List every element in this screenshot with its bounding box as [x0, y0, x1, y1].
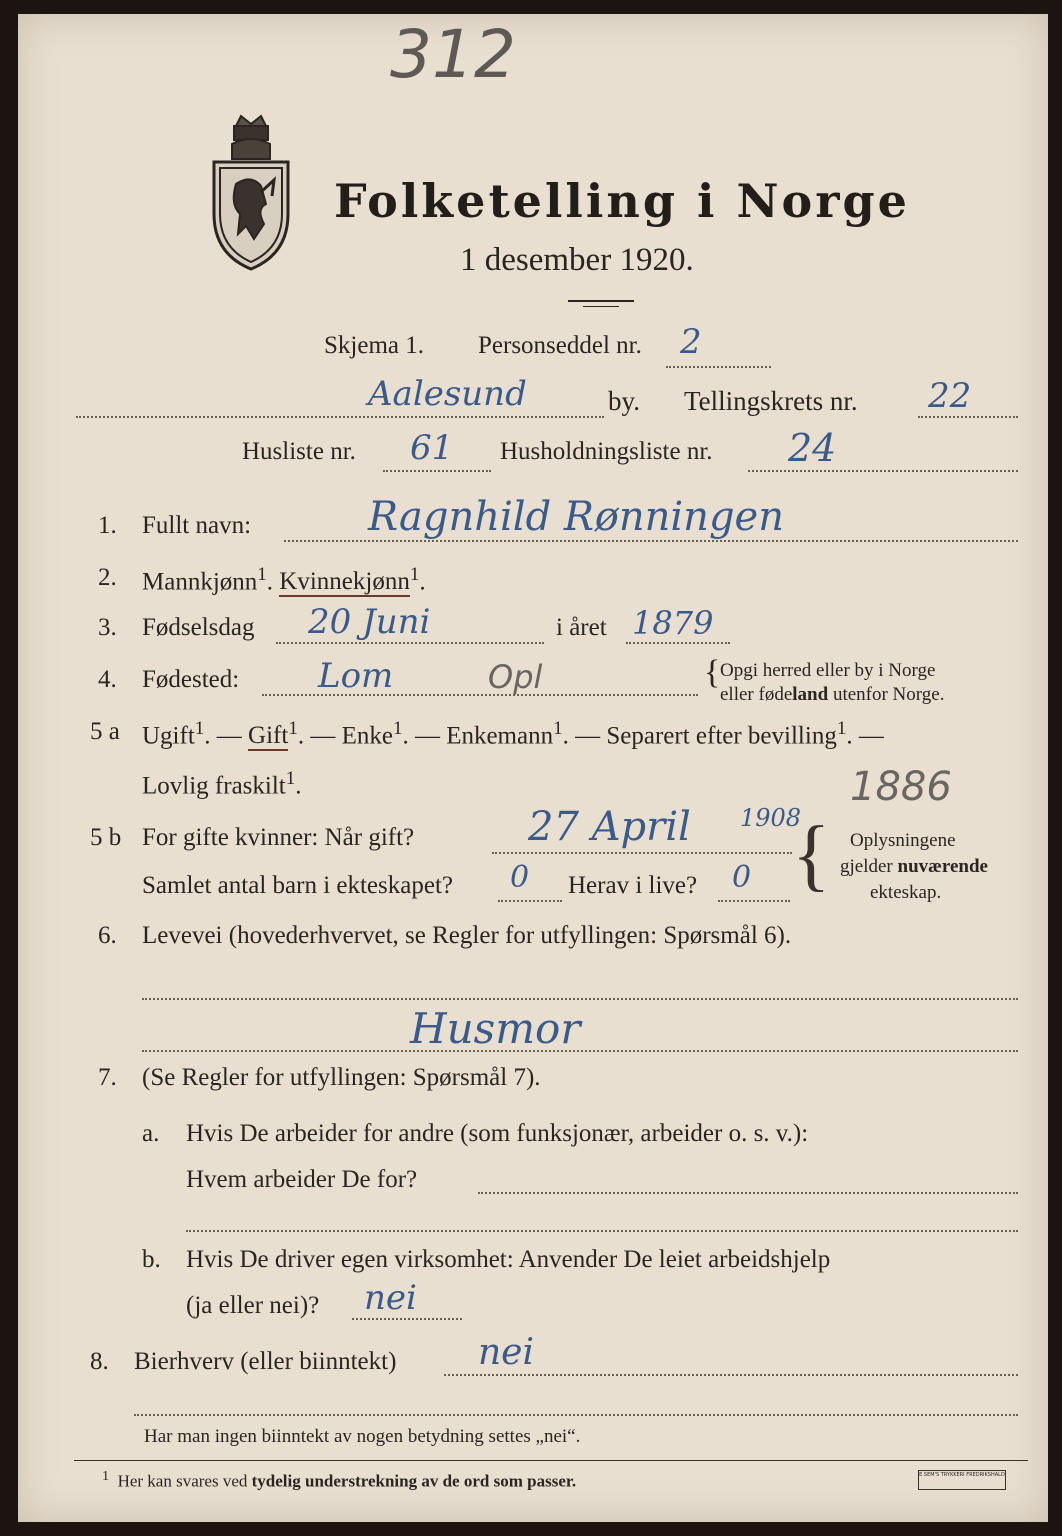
city-value: Aalesund — [368, 374, 527, 414]
q5b-live-value: 0 — [732, 860, 752, 895]
q5b-value: 27 April — [528, 804, 691, 850]
krets-line — [918, 416, 1018, 418]
by-label: by. — [608, 386, 640, 416]
q5b-line — [492, 852, 792, 854]
husholdning-line — [748, 470, 1018, 472]
title-divider — [568, 300, 634, 302]
krets-label: Tellingskrets nr. — [684, 386, 858, 416]
q3-year-label: i året — [556, 614, 607, 641]
q5b-number: 5 b — [90, 824, 122, 851]
q8-number: 8. — [90, 1348, 109, 1375]
q5a-number: 5 a — [90, 718, 120, 745]
q5a-pencil-year: 1886 — [850, 764, 952, 810]
q4-label: Fødested: — [142, 666, 240, 693]
krets-value: 22 — [928, 376, 972, 416]
q5b-note2: gjelder nuværende — [840, 856, 988, 877]
q5b-year: 1908 — [740, 804, 802, 832]
q2-male-label: Mannkjønn — [142, 568, 258, 596]
form-title: Folketelling i Norge — [334, 174, 910, 228]
q3-number: 3. — [98, 614, 117, 641]
q5b-live-label: Herav i live? — [568, 872, 698, 899]
q7a-text: Hvis De arbeider for andre (som funksjonær, arbeider o. s. v.): — [186, 1120, 809, 1147]
husliste-label: Husliste nr. — [242, 438, 356, 465]
q4-number: 4. — [98, 666, 117, 693]
q8-line1 — [444, 1374, 1018, 1376]
q5b-live-line — [718, 900, 790, 902]
city-line — [76, 416, 604, 418]
q7a-number: a. — [142, 1120, 160, 1147]
q7a-question: Hvem arbeider De for? — [186, 1166, 418, 1193]
census-form-page — [18, 14, 1048, 1522]
q3-label: Fødselsdag — [142, 614, 255, 641]
q2-female-label: Kvinnekjønn — [279, 568, 410, 596]
q1-number: 1. — [98, 512, 117, 539]
q7b-number: b. — [142, 1246, 161, 1273]
q8-label: Bierhverv (eller biinntekt) — [134, 1348, 397, 1375]
q6-line1 — [142, 998, 1018, 1000]
q8-value: nei — [478, 1332, 535, 1373]
q4-note2: eller fødeland utenfor Norge. — [720, 684, 945, 705]
q5b-barn-value: 0 — [510, 860, 530, 895]
printer-stamp: E.SEM'S TRYKKERI FREDRIKSHALD — [918, 1470, 1006, 1490]
schema-label: Skjema 1. — [324, 332, 424, 359]
q4-value: Lom — [318, 656, 394, 696]
husholdning-label: Husholdningsliste nr. — [500, 438, 713, 465]
q2-number: 2. — [98, 564, 117, 591]
q3-year-value: 1879 — [632, 604, 714, 642]
q7b-question: (ja eller nei)? — [186, 1292, 320, 1319]
personseddel-label: Personseddel nr. — [478, 332, 642, 359]
census-date: 1 desember 1920. — [460, 242, 694, 278]
q7b-text: Hvis De driver egen virksomhet: Anvender De leiet arbeidshjelp — [186, 1246, 831, 1273]
q3-line — [276, 642, 544, 644]
q5b-barn-label: Samlet antal barn i ekteskapet? — [142, 872, 453, 899]
q5b-label: For gifte kvinner: Når gift? — [142, 824, 415, 851]
q7b-value: nei — [364, 1278, 417, 1318]
q4-brace: { — [704, 654, 721, 691]
q4-note1: Opgi herred eller by i Norge — [720, 660, 936, 681]
personseddel-value: 2 — [680, 322, 702, 362]
footnote: $^1$ Her kan svares ved tydelig understrekning av de ord som passer. — [102, 1468, 577, 1491]
husliste-value: 61 — [410, 428, 454, 468]
q6-label: Levevei (hovederhvervet, se Regler for utfyllingen: Spørsmål 6). — [142, 922, 792, 949]
q5a-lovlig: Lovlig fraskilt$^1$. — [142, 768, 302, 800]
husholdning-value: 24 — [788, 426, 837, 470]
q2-line-text: Mannkjønn$^1$. Kvinnekjønn$^1$. — [142, 564, 426, 596]
q1-value: Ragnhild Rønningen — [368, 494, 784, 540]
title-divider-short — [583, 306, 619, 307]
q1-label: Fullt navn: — [142, 512, 252, 539]
q4-value-pencil: Opl — [488, 658, 543, 696]
personseddel-line — [666, 366, 771, 368]
q5b-barn-line — [498, 900, 562, 902]
q7-label: (Se Regler for utfyllingen: Spørsmål 7). — [142, 1064, 541, 1091]
footnote-divider — [74, 1460, 1028, 1461]
q5b-brace: { — [792, 811, 831, 899]
q3-value: 20 Juni — [308, 602, 431, 642]
husliste-line — [383, 470, 491, 472]
q7b-line — [352, 1318, 462, 1320]
q7a-line2 — [186, 1230, 1018, 1232]
q5b-note3: ekteskap. — [870, 882, 942, 903]
q3-year-line — [626, 642, 730, 644]
q5a-gift-underlined: Gift — [248, 722, 289, 750]
q5b-note1: Oplysningene — [850, 830, 956, 851]
q6-value: Husmor — [410, 1004, 581, 1053]
q5a-options: Ugift$^1$. — Gift$^1$. — Enke$^1$. — Enkemann$^1$. — Separert efter bevilling$^1$. — — [142, 718, 884, 750]
q8-line2 — [134, 1414, 1018, 1416]
q6-line2 — [142, 1050, 1018, 1052]
q1-line — [284, 540, 1018, 542]
q8-note: Har man ingen biinntekt av nogen betydning settes „nei“. — [144, 1426, 581, 1447]
q6-number: 6. — [98, 922, 117, 949]
coat-of-arms-icon — [206, 114, 296, 274]
q7-number: 7. — [98, 1064, 117, 1091]
q7a-line1 — [478, 1192, 1018, 1194]
archive-number: 312 — [390, 16, 516, 93]
